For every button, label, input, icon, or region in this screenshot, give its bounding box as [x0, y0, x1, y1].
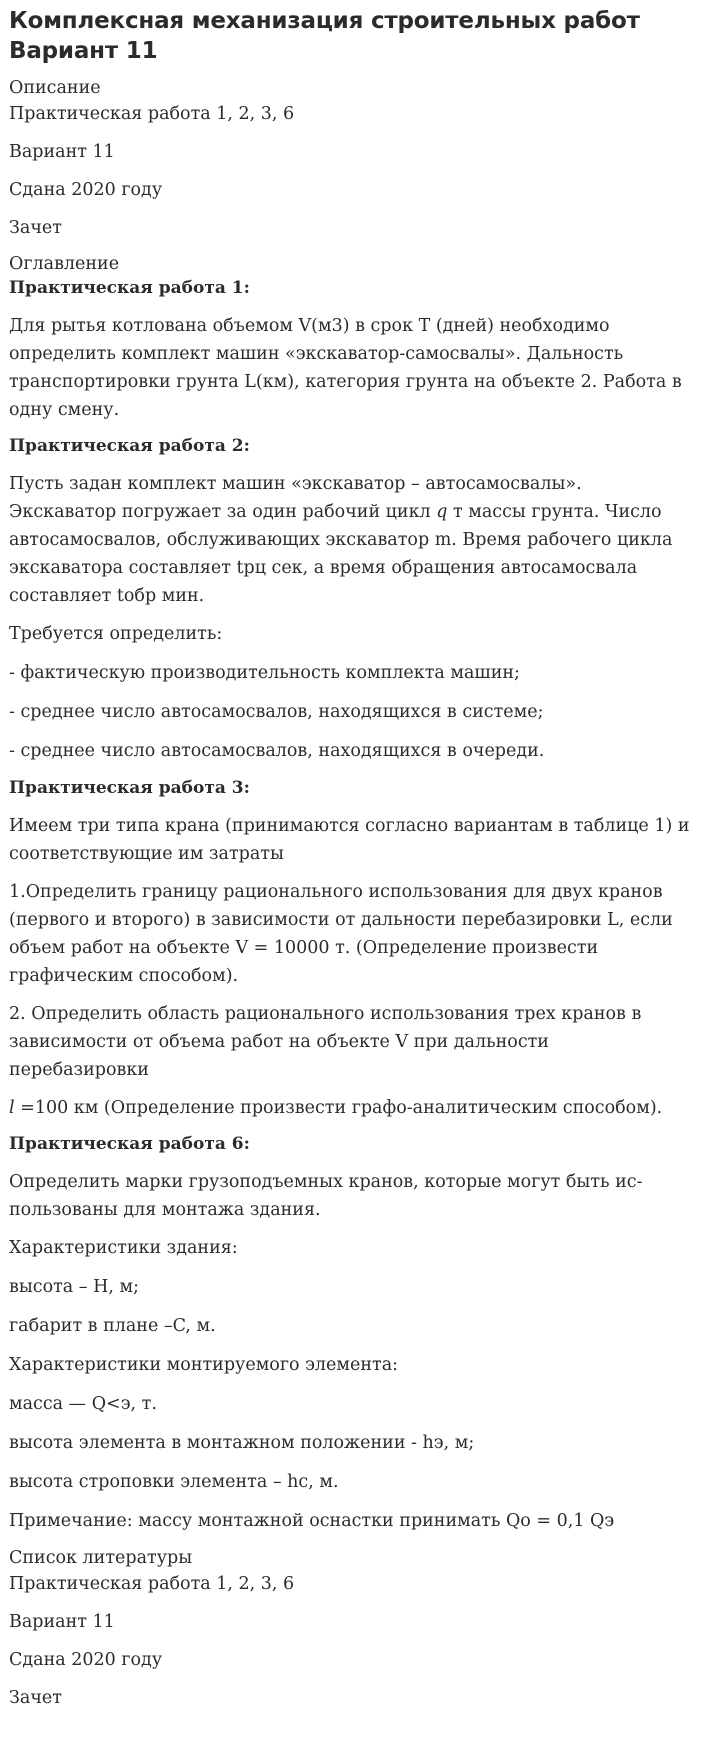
toc-label: Оглавление — [9, 254, 120, 274]
work3-intro: Имеем три типа крана (принимаются согласно вариантам в таблице 1) и соответствующие им затраты — [9, 816, 690, 864]
work6-line: Характеристики здания: — [9, 1238, 238, 1258]
literature-line: Сдана 2020 году — [9, 1650, 163, 1670]
toc-section — [9, 252, 692, 1535]
title-line-1: Комплексная механизация строительных работ — [9, 8, 640, 34]
description-label: Описание — [9, 78, 101, 98]
work6-line: Примечание: массу монтажной оснастки принимать Qо = 0,1 Qэ — [9, 1511, 615, 1531]
work3-p1: 1.Определить границу рационального использования для двух кранов (первого и второго) в зависимости от дальности перебазировки L, если объем работ на объекте V = 10000 т. (Определение произвести графическим способом). — [9, 882, 673, 986]
work2-heading: Практическая работа 2: — [9, 436, 250, 456]
work3-p2: 2. Определить область рационального использования трех кранов в зависимости от объема работ на объекте V при дальности перебазировки — [9, 1004, 642, 1080]
work6-line: высота строповки элемента – hс, м. — [9, 1472, 339, 1492]
page-title — [9, 6, 692, 66]
work2-text-b: т массы грунта. Число автосамосвалов, обслуживающих экскаватор m. Время рабочего цикла экскаватора составляет tрц сек, а время обращения автосамосвала составляет tобр мин. — [9, 502, 673, 606]
work2-text — [9, 470, 692, 610]
description-line: Сдана 2020 году — [9, 180, 163, 200]
work6-intro: Определить марки грузоподъемных кранов, которые могут быть ис-пользованы для монтажа здания. — [9, 1172, 643, 1220]
work2-q: q — [436, 502, 448, 522]
literature-line: Зачет — [9, 1688, 62, 1708]
work3-p3-rest: =100 км (Определение произвести графо-аналитическим способом). — [14, 1098, 663, 1118]
work2-text-a: Пусть задан комплект машин «экскаватор – автосамосвалы». Экскаватор погружает за один рабочий цикл — [9, 474, 582, 522]
title-line-2: Вариант 11 — [9, 38, 158, 64]
work3-heading: Практическая работа 3: — [9, 778, 250, 798]
work6-line: масса — Q<э, т. — [9, 1394, 157, 1414]
work2-item: - фактическую производительность комплекта машин; — [9, 663, 520, 683]
work2-item: - среднее число автосамосвалов, находящихся в системе; — [9, 702, 544, 722]
description-line: Практическая работа 1, 2, 3, 6 — [9, 104, 295, 124]
work6-heading: Практическая работа 6: — [9, 1134, 250, 1154]
work6-line: высота элемента в монтажном положении - hэ, м; — [9, 1433, 475, 1453]
work2-item: - среднее число автосамосвалов, находящихся в очереди. — [9, 741, 545, 761]
work3-l: l — [9, 1098, 15, 1118]
literature-label: Список литературы — [9, 1548, 193, 1568]
description-line: Вариант 11 — [9, 142, 115, 162]
work6-line: высота – H, м; — [9, 1277, 140, 1297]
literature-line: Вариант 11 — [9, 1612, 115, 1632]
work1-heading: Практическая работа 1: — [9, 278, 250, 298]
description-line: Зачет — [9, 218, 62, 238]
description-section — [9, 76, 692, 242]
work3-p3 — [9, 1094, 692, 1122]
literature-line: Практическая работа 1, 2, 3, 6 — [9, 1574, 295, 1594]
literature-section — [9, 1546, 692, 1712]
work1-text: Для рытья котлована объемом V(м3) в срок T (дней) необходимо определить комплект машин «экскаватор-самосвалы». Дальность транспортировки грунта L(км), категория грунта на объекте 2. Работа в одну смену. — [9, 316, 682, 420]
work2-req: Требуется определить: — [9, 624, 223, 644]
work6-line: габарит в плане –C, м. — [9, 1316, 216, 1336]
work6-line: Характеристики монтируемого элемента: — [9, 1355, 399, 1375]
